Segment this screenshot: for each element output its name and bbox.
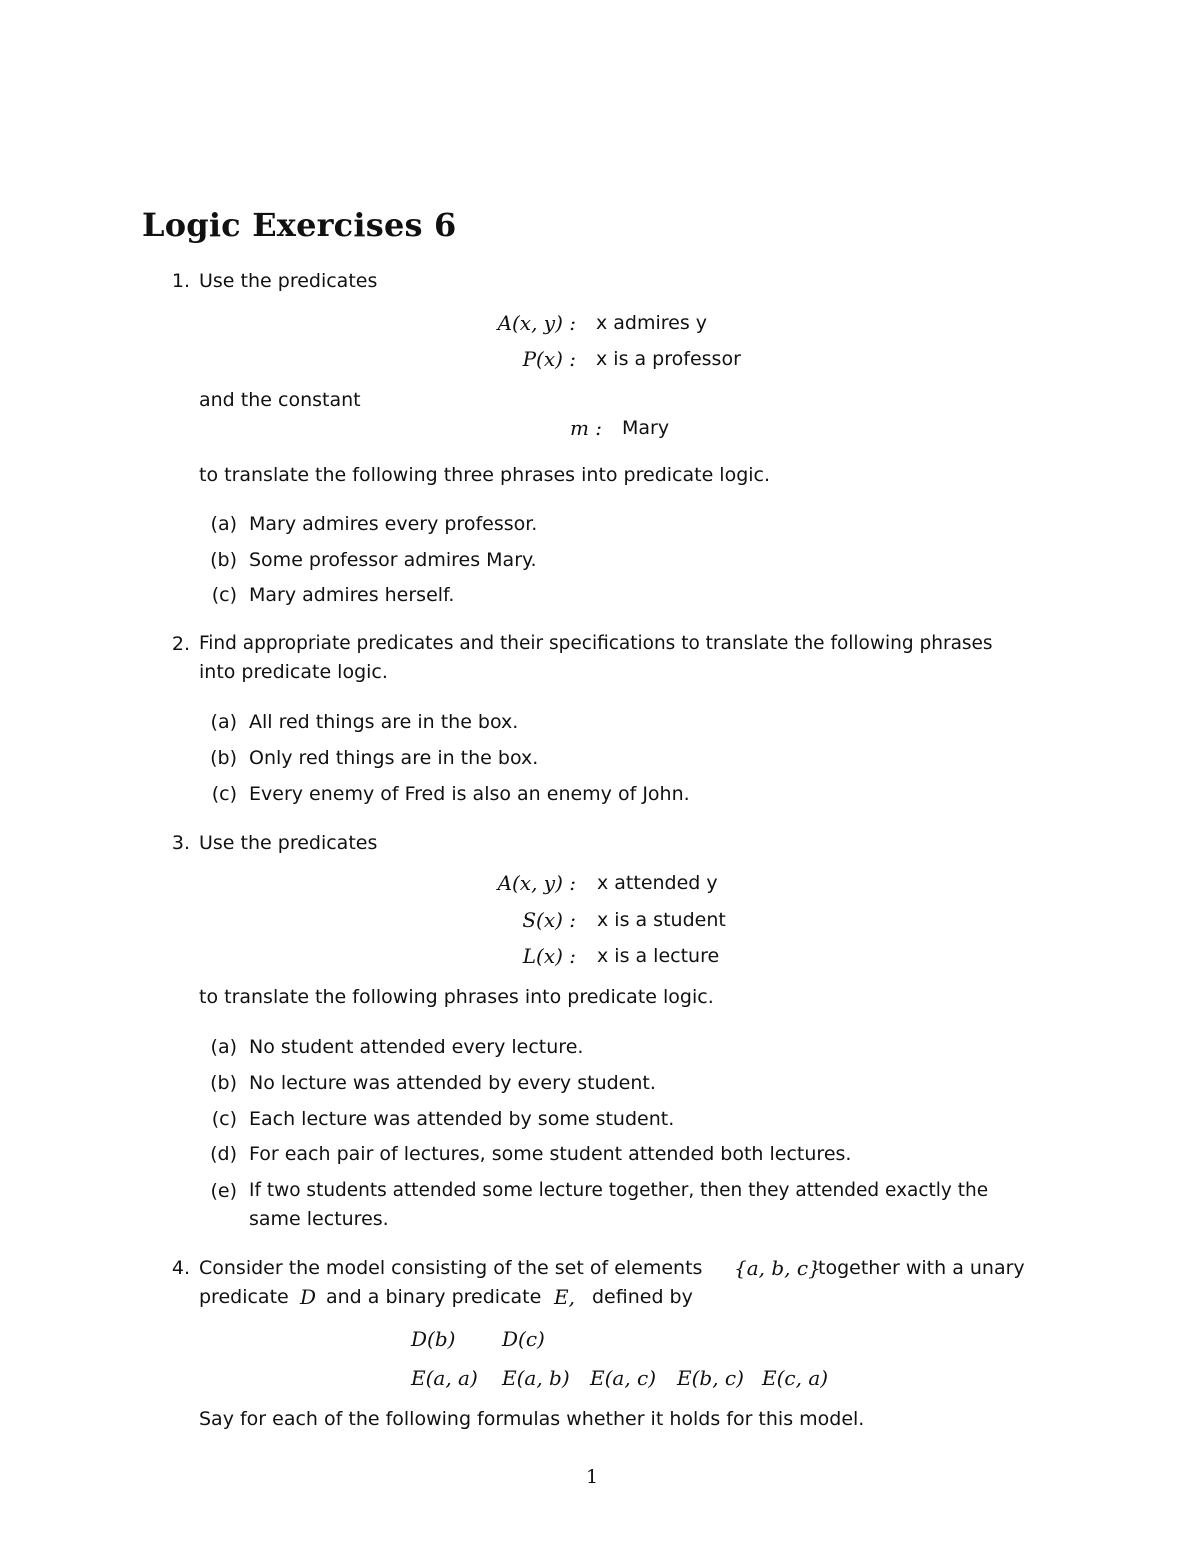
predicate-meaning: x is a professor <box>596 348 741 370</box>
item-label: (e) <box>210 1180 237 1202</box>
predicate-meaning: x is a student <box>597 909 726 931</box>
predicate-e: E, <box>554 1285 575 1309</box>
item-label: (b) <box>210 549 237 571</box>
element-set: {a, b, c} <box>734 1256 821 1280</box>
item-text: Every enemy of Fred is also an enemy of John. <box>249 783 690 805</box>
exercise-task: Say for each of the following formulas whether it holds for this model. <box>199 1408 865 1430</box>
constant-intro: and the constant <box>199 389 361 411</box>
exercise-number: 1. <box>171 270 190 292</box>
predicate-symbol: P(x) : <box>522 347 576 371</box>
model-fact: E(a, c) <box>590 1366 657 1390</box>
predicate-symbol: S(x) : <box>522 908 576 932</box>
model-fact: D(b) <box>411 1327 456 1351</box>
exercise-intro: defined by <box>592 1286 693 1308</box>
exercise-number: 2. <box>171 633 190 655</box>
item-text: No lecture was attended by every student. <box>249 1072 656 1094</box>
exercise-number: 3. <box>171 832 190 854</box>
exercise-intro: into predicate logic. <box>199 661 388 683</box>
item-text: same lectures. <box>249 1208 389 1230</box>
item-text: Some professor admires Mary. <box>249 549 537 571</box>
item-text: For each pair of lectures, some student attended both lectures. <box>249 1143 852 1165</box>
item-text: If two students attended some lecture together, then they attended exactly the <box>249 1180 989 1201</box>
constant-meaning: Mary <box>622 417 670 439</box>
exercise-intro: predicate <box>199 1286 289 1308</box>
exercise-intro: Consider the model consisting of the set of elements <box>199 1257 703 1279</box>
model-fact: E(a, a) <box>411 1366 478 1390</box>
predicate-d: D <box>300 1285 317 1309</box>
exercise-task: to translate the following three phrases into predicate logic. <box>199 464 771 486</box>
item-label: (a) <box>210 513 237 535</box>
predicate-symbol: A(x, y) : <box>497 871 576 895</box>
model-fact: E(b, c) <box>677 1366 744 1390</box>
model-fact: E(a, b) <box>502 1366 570 1390</box>
exercise-intro: Use the predicates <box>199 270 378 292</box>
item-text: All red things are in the box. <box>249 711 519 733</box>
predicate-meaning: x attended y <box>597 872 718 894</box>
item-text: Each lecture was attended by some student. <box>249 1108 675 1130</box>
item-label: (c) <box>211 584 237 606</box>
page-number: 1 <box>585 1466 599 1488</box>
item-label: (c) <box>211 1108 237 1130</box>
item-text: No student attended every lecture. <box>249 1036 584 1058</box>
model-fact: E(c, a) <box>762 1366 829 1390</box>
exercise-intro: Find appropriate predicates and their specifications to translate the following phrases <box>199 633 993 654</box>
exercise-intro: and a binary predicate <box>326 1286 542 1308</box>
exercise-task: to translate the following phrases into predicate logic. <box>199 986 714 1008</box>
predicate-symbol: A(x, y) : <box>497 311 576 335</box>
item-label: (a) <box>210 1036 237 1058</box>
item-text: Only red things are in the box. <box>249 747 539 769</box>
constant-symbol: m : <box>569 416 602 440</box>
predicate-meaning: x is a lecture <box>597 945 720 967</box>
exercise-intro: together with a unary <box>818 1257 1025 1279</box>
model-fact: D(c) <box>502 1327 545 1351</box>
item-text: Mary admires herself. <box>249 584 455 606</box>
item-text: Mary admires every professor. <box>249 513 538 535</box>
item-label: (a) <box>210 711 237 733</box>
predicate-meaning: x admires y <box>596 312 708 334</box>
exercise-intro: Use the predicates <box>199 832 378 854</box>
item-label: (d) <box>210 1143 237 1165</box>
item-label: (c) <box>211 783 237 805</box>
exercise-number: 4. <box>171 1257 190 1279</box>
item-label: (b) <box>210 1072 237 1094</box>
page-title: Logic Exercises 6 <box>142 206 457 244</box>
predicate-symbol: L(x) : <box>522 944 576 968</box>
item-label: (b) <box>210 747 237 769</box>
